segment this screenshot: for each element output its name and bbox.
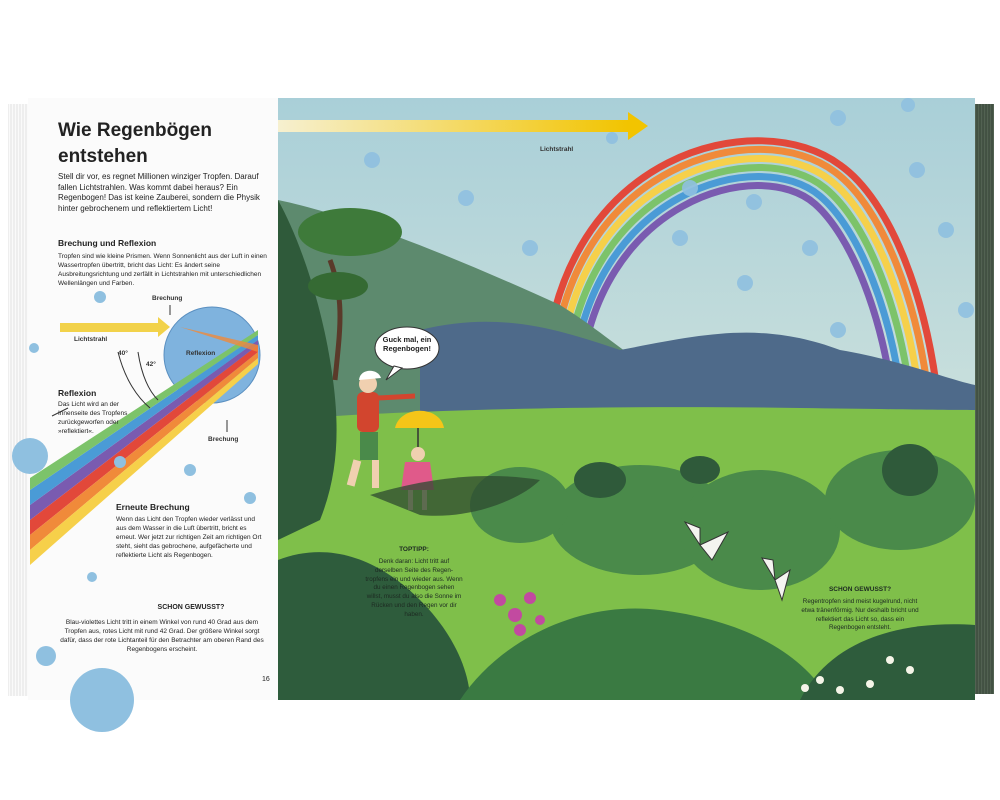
intro-text: Stell dir vor, es regnet Millionen winziger Tropfen. Darauf fallen Lichtstrahlen. Was kommt dabei heraus? Ein Regenbogen! Das ist keine Zauberei, sondern die Physik hinter gebrochenem und reflektiertem Licht! bbox=[58, 172, 260, 213]
fact-title-right: SCHON GEWUSST? bbox=[828, 586, 892, 593]
label-angle-42: 42° bbox=[146, 361, 156, 368]
arrow-label: Lichtstrahl bbox=[540, 146, 574, 153]
incoming-ray bbox=[60, 323, 160, 332]
tip-text: Denk daran: Licht tritt auf derselben Seite des Regentropfens ein und wieder aus. Wenn du einen Regenbogen sehen willst, musst du also die Sonne im Rücken und den Regen vor dir haben. bbox=[365, 558, 463, 618]
label-brechung-bottom: Brechung bbox=[208, 436, 239, 443]
section-text-brechung: Tropfen sind wie kleine Prismen. Wenn Sonnenlicht aus der Luft in einen Wassertropfen übertritt, bricht das Licht: Es ändert seine Ausbreitungsrichtung und zerfällt in Lichtstrahlen mit unterschiedlichen Wellenlängen und Farben. bbox=[58, 253, 267, 287]
reflexion-title: Reflexion bbox=[58, 388, 97, 398]
page-number: 16 bbox=[262, 676, 270, 683]
label-brechung-top: Brechung bbox=[152, 295, 183, 302]
tip-title: TOPTIPP: bbox=[399, 546, 429, 553]
page-title: Wie Regenbögen entstehen bbox=[58, 120, 212, 167]
label-reflexion-inner: Reflexion bbox=[186, 350, 216, 357]
reflexion-text: Das Licht wird an der Innenseite des Tropfens zurückgeworfen oder »reflektiert«. bbox=[58, 401, 128, 435]
fact-text-left: Blau-violettes Licht tritt in einem Winkel von rund 40 Grad aus dem Tropfen aus, rotes Licht mit rund 42 Grad. Der größere Winkel sorgt dafür, dass der rote Lichtanteil für den Betrachter am oberen Rand des Regenbogens erscheint. bbox=[60, 619, 264, 653]
section-text-erneute-brechung: Wenn das Licht den Tropfen wieder verlässt und aus dem Wasser in die Luft übertritt, bricht es erneut. Wer jetzt zur richtigen Zeit am richtigen Ort steht, sieht das gebrochene, aufgefächerte und reflektierte Licht als Regenbogen. bbox=[116, 516, 262, 559]
fact-text-right: Regentropfen sind meist kugelrund, nicht etwa tränenförmig. Nur deshalb bricht und reflektiert das Licht so, dass ein Regenbogen entsteht. bbox=[801, 598, 919, 632]
label-angle-40: 40° bbox=[118, 350, 128, 357]
fact-title-left: SCHON GEWUSST? bbox=[157, 604, 225, 611]
section-title-erneute-brechung: Erneute Brechung bbox=[116, 502, 190, 512]
speech-bubble-text: Guck mal, ein Regenbogen! bbox=[382, 335, 432, 353]
label-lichtstrahl: Lichtstrahl bbox=[74, 336, 108, 343]
section-title-brechung: Brechung und Reflexion bbox=[58, 238, 157, 248]
